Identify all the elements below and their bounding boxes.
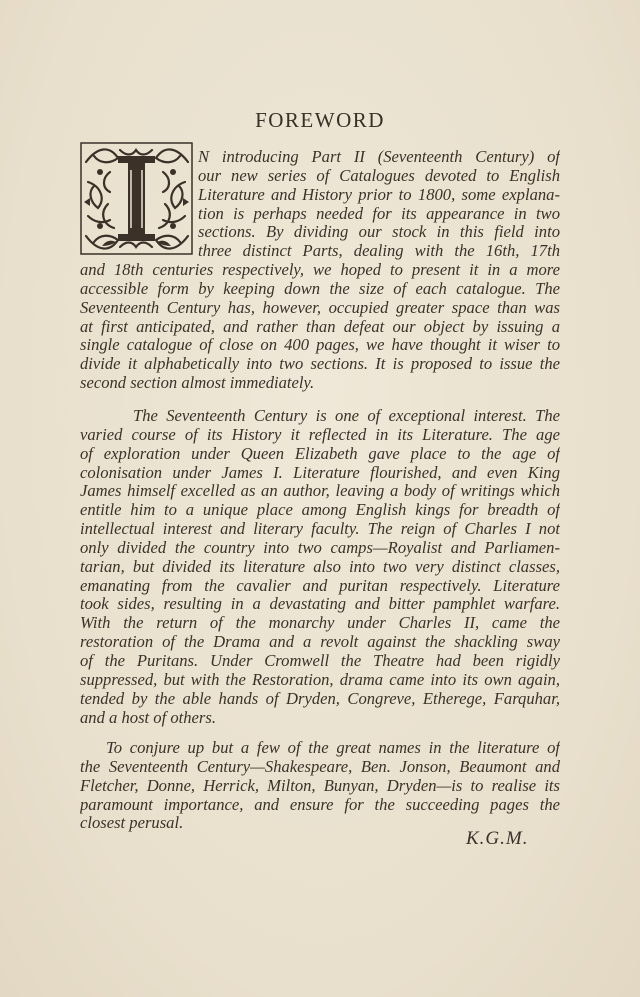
paragraph-2 [80,407,560,727]
paragraph-3 [80,739,560,833]
text-line: sections. By dividing our stock in this field into [198,223,560,242]
text-line: emanating from the cavalier and puritan respectively. Literature [80,576,560,595]
signature-initials: K.G.M. [466,828,529,849]
text-line: tion is perhaps needed for its appearance in two [198,204,560,223]
text-line: and a host of others. [80,708,216,727]
text-line: colonisation under James I. Literature flourished, and even King [80,463,560,482]
text-line: of the Puritans. Under Cromwell the Theatre had been rigidly [80,651,560,670]
text-line: To conjure up but a few of the great names in the literature of [106,739,560,757]
text-line: single catalogue of close on 400 pages, we have thought it wiser to [80,336,560,355]
text-line: closest perusal. [80,814,184,833]
text-line: entitle him to a unique place among English kings for breadth of [80,501,560,520]
text-line: intellectual interest and literary faculty. The reign of Charles I not [80,520,560,539]
text-line: took sides, resulting in a devastating and bitter pamphlet warfare. [80,595,560,614]
text-line: James himself excelled as an author, leaving a body of writings which [80,482,560,501]
text-line: Seventeenth Century has, however, occupied greater space than was [80,298,560,317]
text-line: tarian, but divided its literature also into two very distinct classes, [80,557,560,576]
text-line: varied course of its History it reflected in its Literature. The age [80,425,560,444]
text-line: Literature and History prior to 1800, some explana- [198,185,560,204]
text-line: second section almost immediately. [80,374,315,393]
text-line: N introducing Part II (Seventeenth Century) of [198,148,560,166]
text-line: Fletcher, Donne, Herrick, Milton, Bunyan, Dryden—is to realise its [80,776,560,795]
text-line: divide it alphabetically into two sections. It is proposed to issue the [80,355,560,374]
text-line: of exploration under Queen Elizabeth gave place to the age of [80,444,560,463]
text-line: With the return of the monarchy under Charles II, came the [80,614,560,633]
text-line: the Seventeenth Century—Shakespeare, Ben. Jonson, Beaumont and [80,757,560,776]
text-line: restoration of the Drama and a revolt against the shackling sway [80,633,560,652]
text-line: our new series of Catalogues devoted to English [198,166,560,185]
text-line: three distinct Parts, dealing with the 16th, 17th [198,242,560,261]
text-line: paramount importance, and ensure for the succeeding pages the [80,795,560,814]
text-line: suppressed, but with the Restoration, drama came into its own again, [80,670,560,689]
text-line: The Seventeenth Century is one of exceptional interest. The [133,407,560,425]
text-line: accessible form by keeping down the size of each catalogue. The [80,279,560,298]
text-line: at first anticipated, and rather than defeat our object by issuing a [80,317,560,336]
paragraph-1 [80,148,560,393]
text-line: tended by the able hands of Dryden, Congreve, Etherege, Farquhar, [80,689,560,708]
text-line: and 18th centuries respectively, we hoped to present it in a more [80,261,560,280]
page-title: FOREWORD [255,108,385,132]
text-line: only divided the country into two camps—Royalist and Parliamen- [80,538,560,557]
